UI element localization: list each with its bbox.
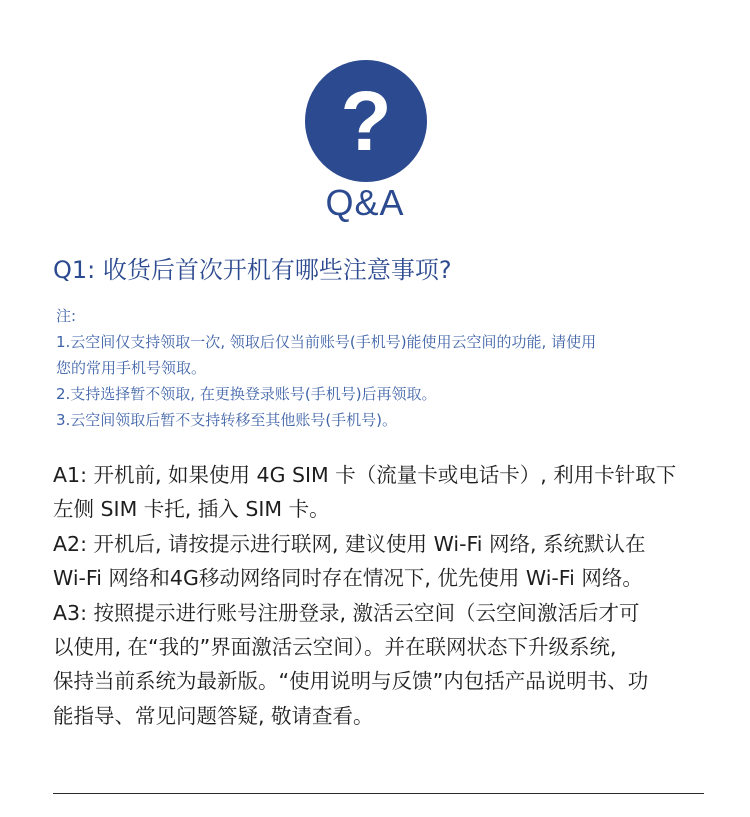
note-line: 1.云空间仅支持领取一次, 领取后仅当前账号(手机号)能使用云空间的功能, 请使用: [56, 333, 597, 351]
answer-line: A1: 开机前, 如果使用 4G SIM 卡（流量卡或电话卡）, 利用卡针取下: [53, 463, 677, 487]
notes-block: [56, 303, 716, 433]
answer-line: 以使用, 在“我的”界面激活云空间）。并在联网状态下升级系统,: [53, 635, 617, 660]
question-mark-glyph: ?: [340, 74, 392, 168]
question-mark-icon: [305, 60, 427, 182]
notes-label: 注:: [56, 307, 77, 325]
section-title: Q&A: [325, 182, 405, 223]
note-line: 2.支持选择暂不领取, 在更换登录账号(手机号)后再领取。: [56, 385, 437, 403]
question-heading: Q1: 收货后首次开机有哪些注意事项?: [53, 256, 452, 284]
answer-line: Wi-Fi 网络和4G移动网络同时存在情况下, 优先使用 Wi-Fi 网络。: [53, 566, 643, 591]
answer-line: A3: 按照提示进行账号注册登录, 激活云空间（云空间激活后才可: [53, 600, 640, 625]
note-line: 您的常用手机号领取。: [56, 359, 207, 377]
note-line: 3.云空间领取后暂不支持转移至其他账号(手机号)。: [56, 411, 398, 429]
divider-line: [53, 793, 704, 794]
answers-block: [53, 458, 725, 733]
answer-line: A2: 开机后, 请按提示进行联网, 建议使用 Wi-Fi 网络, 系统默认在: [53, 531, 646, 556]
answer-line: 保持当前系统为最新版。“使用说明与反馈”内包括产品说明书、功: [53, 669, 649, 694]
answer-line: 能指导、常见问题答疑, 敬请查看。: [53, 703, 374, 728]
answer-line: 左侧 SIM 卡托, 插入 SIM 卡。: [53, 497, 330, 522]
